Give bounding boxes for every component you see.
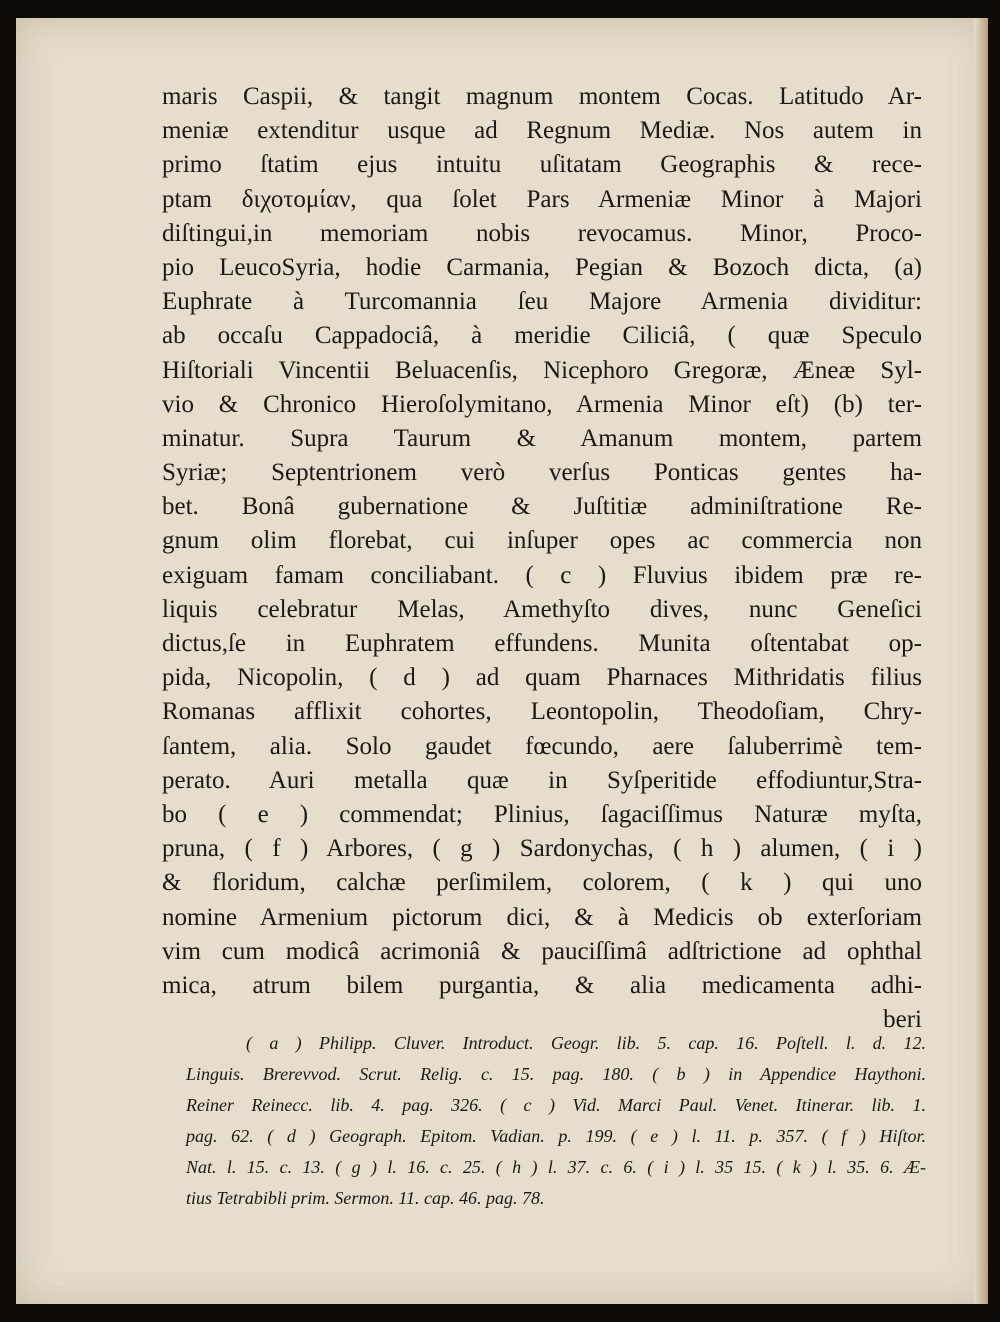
- footnote-line: pag. 62. ( d ) Geograph. Epitom. Vadian. p. 199. ( e ) l. 11. p. 357. ( f ) Hiſtor.: [186, 1126, 926, 1146]
- text-line: primo ſtatim ejus intuitu uſitatam Geographis & rece-: [162, 151, 922, 179]
- text-line: bet. Bonâ gubernatione & Juſtitiæ adminiſtratione Re-: [162, 493, 922, 521]
- main-text-block: [162, 80, 922, 1037]
- text-line: & floridum, calchæ perſimilem, colorem, ( k ) qui uno: [162, 869, 922, 897]
- page-spine-shadow: [974, 18, 988, 1304]
- footnotes-block: [186, 1028, 926, 1214]
- text-line: bo ( e ) commendat; Plinius, ſagaciſſimus Naturæ myſta,: [162, 800, 922, 828]
- text-line: dictus,ſe in Euphratem effundens. Munita oſtentabat op-: [162, 630, 922, 657]
- text-line: Hiſtoriali Vincentii Beluacenſis, Nicephoro Gregoræ, Æneæ Syl-: [162, 356, 922, 384]
- text-line: Euphrate à Turcomannia ſeu Majore Armenia dividitur:: [162, 288, 922, 316]
- footnote-line: Reiner Reinecc. lib. 4. pag. 326. ( c ) Vid. Marci Paul. Venet. Itinerar. lib. 1.: [186, 1095, 926, 1115]
- text-line: Romanas afflixit cohortes, Leontopolin, Theodoſiam, Chry-: [162, 698, 922, 726]
- footnote-line: Linguis. Brerevvod. Scrut. Relig. c. 15. pag. 180. ( b ) in Appendice Haythoni.: [186, 1064, 926, 1084]
- text-line: exiguam famam conciliabant. ( c ) Fluvius ibidem præ re-: [162, 561, 922, 589]
- text-line: minatur. Supra Taurum & Amanum montem, partem: [162, 424, 922, 452]
- text-line: pida, Nicopolin, ( d ) ad quam Pharnaces Mithridatis filius: [162, 664, 922, 692]
- text-line: liquis celebratur Melas, Amethyſto dives, nunc Geneſici: [162, 595, 922, 623]
- text-line: mica, atrum bilem purgantia, & alia medicamenta adhi-: [162, 971, 922, 999]
- text-line: Syriæ; Septentrionem verò verſus Ponticas gentes ha-: [162, 459, 922, 487]
- text-line: meniæ extenditur usque ad Regnum Mediæ. Nos autem in: [162, 117, 922, 145]
- footnote-line: tius Tetrabibli prim. Sermon. 11. cap. 46. pag. 78.: [186, 1188, 545, 1208]
- text-line: perato. Auri metalla quæ in Syſperitide effodiuntur,Stra-: [162, 766, 922, 794]
- text-line: maris Caspii, & tangit magnum montem Cocas. Latitudo Ar-: [162, 83, 922, 110]
- book-page: [16, 18, 988, 1304]
- text-line: nomine Armenium pictorum dici, & à Medicis ob exterſoriam: [162, 903, 922, 931]
- text-line: ptam διχοτομίαν, qua ſolet Pars Armeniæ Minor à Majori: [162, 185, 922, 213]
- catchword: beri: [883, 1006, 922, 1034]
- text-line: pruna, ( f ) Arbores, ( g ) Sardonychas, ( h ) alumen, ( i ): [162, 835, 922, 863]
- text-line: vio & Chronico Hieroſolymitano, Armenia Minor eſt) (b) ter-: [162, 390, 922, 418]
- footnote-line: Nat. l. 15. c. 13. ( g ) l. 16. c. 25. ( h ) l. 37. c. 6. ( i ) l. 35 15. ( k ) l. 35. 6. Æ-: [186, 1157, 926, 1177]
- text-line: gnum olim florebat, cui inſuper opes ac commercia non: [162, 527, 922, 555]
- text-line: diſtingui,in memoriam nobis revocamus. Minor, Proco-: [162, 219, 922, 247]
- footnote-line: ( a ) Philipp. Cluver. Introduct. Geogr. lib. 5. cap. 16. Poſtell. l. d. 12.: [246, 1033, 926, 1053]
- text-line: ab occaſu Cappadociâ, à meridie Ciliciâ, ( quæ Speculo: [162, 322, 922, 350]
- text-line: vim cum modicâ acrimoniâ & pauciſſimâ adſtrictione ad ophthal: [162, 937, 922, 965]
- text-line: ſantem, alia. Solo gaudet fœcundo, aere ſaluberrimè tem-: [162, 732, 922, 760]
- text-line: pio LeucoSyria, hodie Carmania, Pegian & Bozoch dicta, (a): [162, 253, 922, 281]
